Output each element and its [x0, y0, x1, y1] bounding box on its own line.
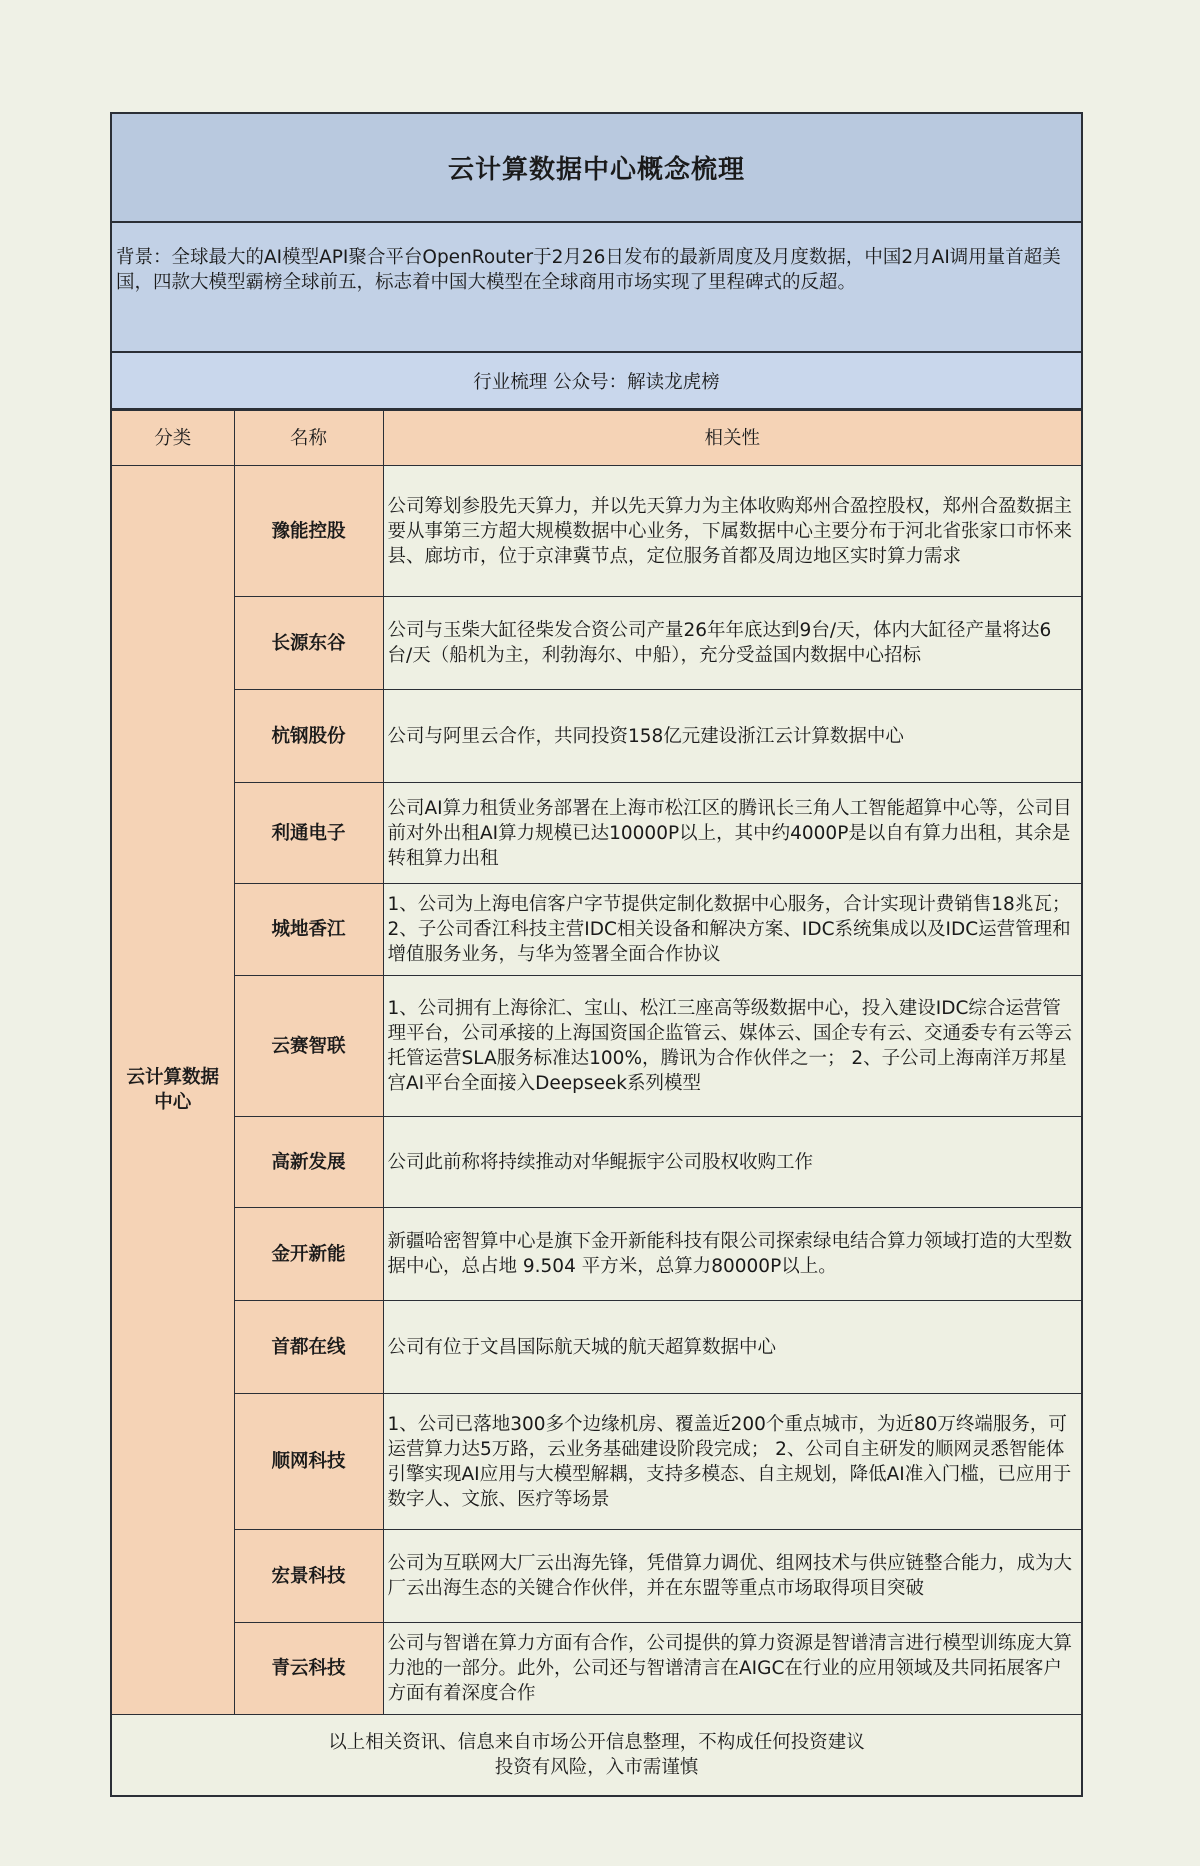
disclaimer-line: 投资有风险，入市需谨慎: [494, 1757, 699, 1778]
table-row: [112, 884, 1081, 976]
stock-name: 豫能控股: [234, 466, 383, 597]
stock-name: 高新发展: [234, 1117, 383, 1208]
stock-table: [112, 410, 1081, 1715]
relevance-text: 公司此前称将持续推动对华鲲振宇公司股权收购工作: [383, 1117, 1081, 1208]
category-cell: 云计算数据中心: [112, 466, 234, 1715]
relevance-text: 1、公司拥有上海徐汇、宝山、松江三座高等级数据中心，投入建设IDC综合运营管理平台，公司承接的上海国资国企监管云、媒体云、国企专有云、交通委专有云等云托管运营SLA服务标准达100%，腾讯为合作伙伴之一； 2、子公司上海南洋万邦星宫AI平台全面接入Deepseek系列模型: [383, 976, 1081, 1117]
table-row: [112, 1623, 1081, 1715]
relevance-text: 公司有位于文昌国际航天城的航天超算数据中心: [383, 1301, 1081, 1394]
stock-name: 利通电子: [234, 783, 383, 884]
table-row: [112, 783, 1081, 884]
table-row: [112, 1117, 1081, 1208]
relevance-text: 公司为互联网大厂云出海先锋，凭借算力调优、组网技术与供应链整合能力，成为大厂云出海生态的关键合作伙伴，并在东盟等重点市场取得项目突破: [383, 1530, 1081, 1623]
table-row: [112, 1301, 1081, 1394]
relevance-text: 公司与阿里云合作，共同投资158亿元建设浙江云计算数据中心: [383, 690, 1081, 783]
relevance-text: 1、公司已落地300多个边缘机房、覆盖近200个重点城市，为近80万终端服务，可运营算力达5万路，云业务基础建设阶段完成； 2、公司自主研发的顺网灵悉智能体引擎实现AI应用与大模型解耦，支持多模态、自主规划，降低AI准入门槛，已应用于数字人、文旅、医疗等场景: [383, 1394, 1081, 1530]
relevance-text: 公司AI算力租赁业务部署在上海市松江区的腾讯长三角人工智能超算中心等，公司目前对外出租AI算力规模已达10000P以上，其中约4000P是以自有算力出租，其余是转租算力出租: [383, 783, 1081, 884]
table-row: [112, 1530, 1081, 1623]
stock-name: 宏景科技: [234, 1530, 383, 1623]
background-note: 背景：全球最大的AI模型API聚合平台OpenRouter于2月26日发布的最新周度及月度数据，中国2月AI调用量首超美国，四款大模型霸榜全球前五，标志着中国大模型在全球商用市场实现了里程碑式的反超。: [112, 223, 1081, 353]
disclaimer-line: 以上相关资讯、信息来自市场公开信息整理，不构成任何投资建议: [328, 1732, 865, 1753]
table-row: [112, 466, 1081, 597]
table-row: [112, 976, 1081, 1117]
disclaimer: [112, 1715, 1081, 1795]
page-title: 云计算数据中心概念梳理: [112, 114, 1081, 223]
stock-name: 顺网科技: [234, 1394, 383, 1530]
table-row: [112, 597, 1081, 690]
stock-name: 青云科技: [234, 1623, 383, 1715]
stock-name: 云赛智联: [234, 976, 383, 1117]
stock-name: 杭钢股份: [234, 690, 383, 783]
stock-name: 金开新能: [234, 1208, 383, 1301]
column-header-name: 名称: [234, 411, 383, 466]
relevance-text: 新疆哈密智算中心是旗下金开新能科技有限公司探索绿电结合算力领域打造的大型数据中心，总占地 9.504 平方米，总算力80000P以上。: [383, 1208, 1081, 1301]
table-row: [112, 690, 1081, 783]
concept-sheet: [110, 112, 1083, 1797]
stock-name: 首都在线: [234, 1301, 383, 1394]
relevance-text: 公司筹划参股先天算力，并以先天算力为主体收购郑州合盈控股权，郑州合盈数据主要从事第三方超大规模数据中心业务，下属数据中心主要分布于河北省张家口市怀来县、廊坊市，位于京津冀节点，定位服务首都及周边地区实时算力需求: [383, 466, 1081, 597]
relevance-text: 公司与玉柴大缸径柴发合资公司产量26年年底达到9台/天，体内大缸径产量将达6台/天（船机为主，利勃海尔、中船），充分受益国内数据中心招标: [383, 597, 1081, 690]
column-header-relevance: 相关性: [383, 411, 1081, 466]
stock-name: 城地香江: [234, 884, 383, 976]
relevance-text: 1、公司为上海电信客户字节提供定制化数据中心服务，合计实现计费销售18兆瓦； 2、子公司香江科技主营IDC相关设备和解决方案、IDC系统集成以及IDC运营管理和增值服务业务，与华为签署全面合作协议: [383, 884, 1081, 976]
relevance-text: 公司与智谱在算力方面有合作，公司提供的算力资源是智谱清言进行模型训练庞大算力池的一部分。此外，公司还与智谱清言在AIGC在行业的应用领域及共同拓展客户方面有着深度合作: [383, 1623, 1081, 1715]
table-row: [112, 1208, 1081, 1301]
table-row: [112, 1394, 1081, 1530]
column-header-category: 分类: [112, 411, 234, 466]
subheader: 行业梳理 公众号：解读龙虎榜: [112, 353, 1081, 410]
stock-name: 长源东谷: [234, 597, 383, 690]
